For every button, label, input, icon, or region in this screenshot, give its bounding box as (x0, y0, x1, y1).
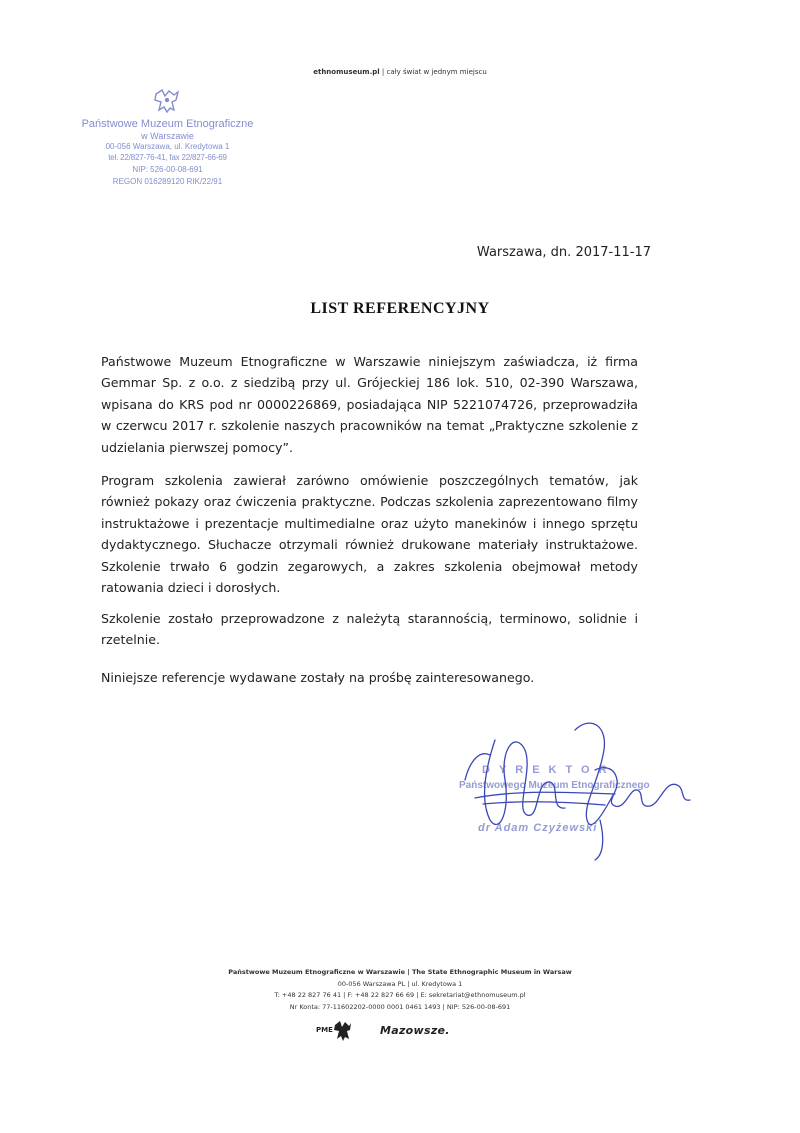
stamp-line-name: Państwowe Muzeum Etnograficzne (81, 118, 254, 130)
footer-line-3: T: +48 22 827 76 41 | F: +48 22 827 66 69 | E: sekretariat@ethnomuseum.pl (274, 991, 526, 999)
handwritten-signature (455, 710, 705, 870)
footer (0, 967, 800, 1013)
header-tagline: | cały świat w jednym miejscu (379, 68, 487, 76)
signature-stamp-institution: Państwowego Muzeum Etnograficznego (459, 780, 650, 791)
mazowsze-logo: Mazowsze. (380, 1024, 450, 1037)
stamp-line-nip: NIP: 526-00-08-691 (132, 165, 203, 174)
stamp-line-regon: REGON 016289120 RIK/22/91 (112, 177, 223, 186)
stamp-line-address: 00-056 Warszawa, ul. Kredytowa 1 (105, 142, 230, 151)
pme-logo-text: PME (316, 1026, 333, 1034)
footer-line-4: Nr Konta: 77-11602202-0000 0001 0461 1493 | NIP: 526-00-08-691 (289, 1002, 511, 1011)
document-date: Warszawa, dn. 2017-11-17 (476, 245, 651, 260)
paragraph-4: Niniejsze referencje wydawane zostały na prośbę zainteresowanego. (101, 670, 535, 685)
footer-logos (316, 1020, 476, 1044)
stamp-line-phone: tel. 22/827-76-41, fax 22/827-66-69 (108, 153, 227, 162)
document-title: LIST REFERENCYJNY (310, 300, 490, 317)
stamp-line-city: w Warszawie (141, 131, 194, 141)
paragraph-3: Szkolenie zostało przeprowadzone z należytą starannością, terminowo, solidnie i rzetelnie. (101, 611, 638, 648)
header-site: ethnomuseum.pl (313, 68, 380, 76)
header-line (0, 68, 800, 76)
footer-line-1: Państwowe Muzeum Etnograficzne w Warszawie | The State Ethnographic Museum in Warsaw (228, 968, 572, 976)
paragraph-1: Państwowe Muzeum Etnograficzne w Warszawie niniejszym zaświadcza, iż firma Gemmar Sp. z o.o. z siedzibą przy ul. Grójeckiej 186 lok. 510, 02-390 Warszawa, wpisana do KRS pod nr 0000226869, posiadająca NIP 5221074726, przeprowadziła w czerwcu 2017 r. szkolenie naszych pracowników na temat „Praktyczne szkolenie z udzielania pierwszej pomocy”. (101, 354, 638, 455)
footer-line-2: 00-056 Warszawa PL | ul. Kredytowa 1 (337, 979, 463, 988)
paragraph-2: Program szkolenia zawierał zarówno omówienie poszczególnych tematów, jak również pokazy oraz ćwiczenia praktyczne. Podczas szkolenia zaprezentowano filmy instruktażowe i prezentacje multimedialne oraz użyto manekinów i innego sprzętu dydaktycznego. Słuchacze otrzymali również drukowane materiały instruktażowe. Szkolenie trwało 6 godzin zegarowych, a zakres szkolenia obejmował metody ratowania dzieci i dorosłych. (101, 473, 638, 596)
pme-logo-icon (333, 1020, 353, 1042)
signature-stamp-name: dr Adam Czyżewski (478, 822, 598, 834)
institution-stamp (60, 88, 275, 200)
museum-logo-icon (152, 88, 182, 114)
signature-stamp-role: DYREKTOR (482, 764, 616, 776)
